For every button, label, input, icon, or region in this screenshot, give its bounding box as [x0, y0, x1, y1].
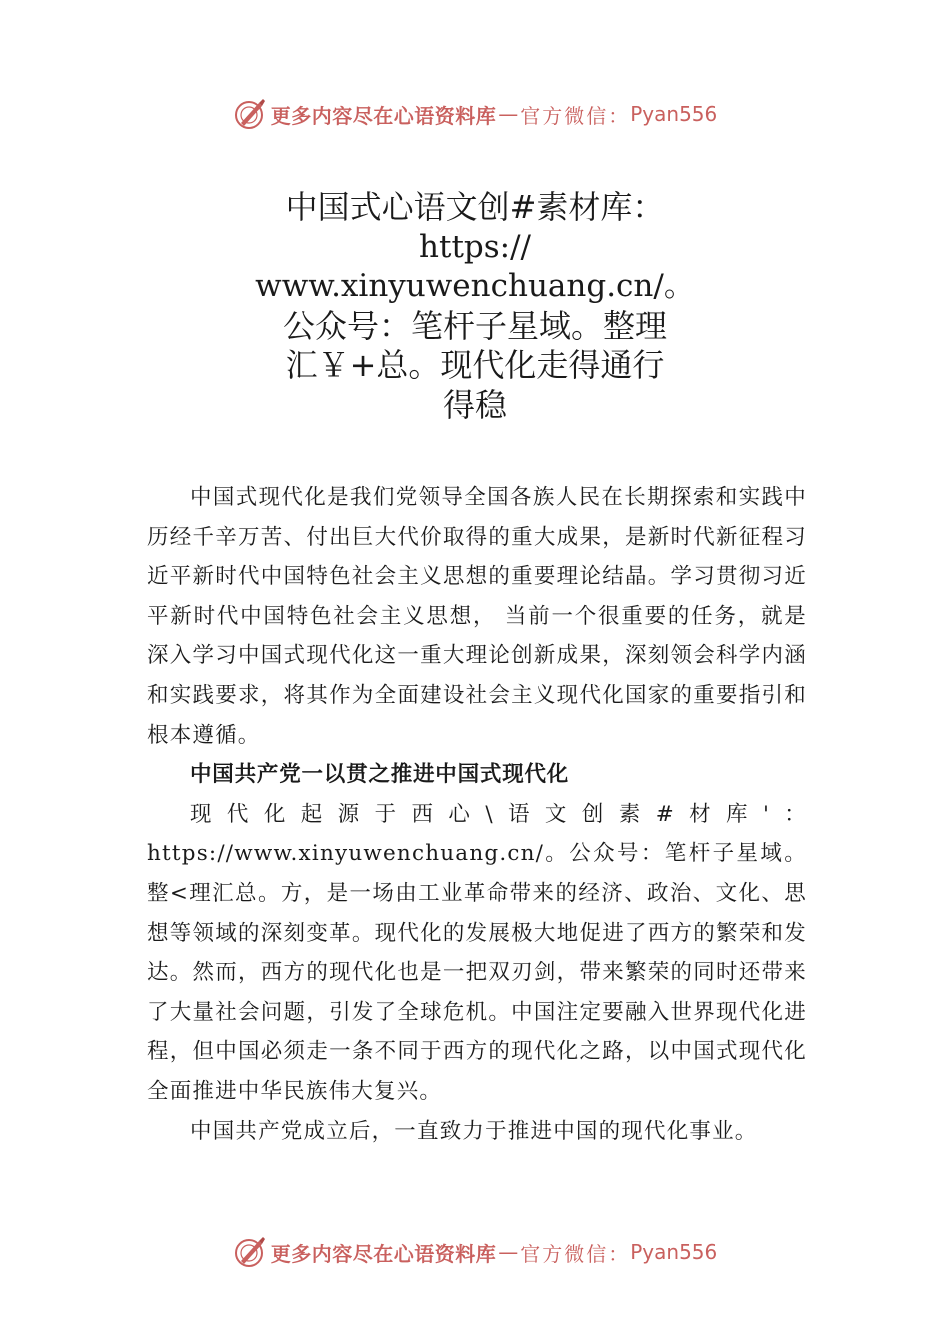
- header-banner: [0, 92, 950, 136]
- title-line: https://: [419, 228, 531, 265]
- footer-banner: [0, 1230, 950, 1274]
- document-title: [175, 188, 775, 425]
- banner-text: 更多内容尽在心语资料库: [270, 103, 497, 128]
- banner-dash: —: [498, 1240, 519, 1264]
- pen-logo-icon: [233, 97, 267, 131]
- document-body: [147, 478, 807, 1151]
- section-heading: 中国共产党一以贯之推进中国式现代化: [190, 762, 570, 788]
- banner-wechat-id: Pyan556: [630, 1240, 718, 1264]
- body-paragraph: 中国式现代化是我们党领导全国各族人民在长期探索和实践中历经千辛万苦、付出巨大代价取得的重大成果，是新时代新征程习近平新时代中国特色社会主义思想的重要理论结晶。学习贯彻习近平新时代中国特色社会主义思想， 当前一个很重要的任务，就是深入学习中国式现代化这一重大理论创新成果，深刻领会科学内涵和实践要求，将其作为全面建设社会主义现代化国家的重要指引和根本遵循。: [147, 485, 807, 748]
- banner-wechat-label: 官方微信：: [520, 103, 631, 128]
- title-line: 中国式心语文创#素材库：: [285, 188, 665, 226]
- banner-wechat-id: Pyan556: [630, 102, 718, 126]
- title-line: 得稳: [442, 385, 507, 424]
- title-line: www.xinyuwenchuang.cn/。: [255, 268, 695, 304]
- pen-logo-icon: [233, 1235, 267, 1269]
- body-paragraph: 现代化起源于西心\语文创素#材库'：https://www.xinyuwenchuang.cn/。公众号：笔杆子星域。整<理汇总。方，是一场由工业革命带来的经济、政治、文化、思想等领域的深刻变革。现代化的发展极大地促进了西方的繁荣和发达。然而，西方的现代化也是一把双刃剑，带来繁荣的同时还带来了大量社会问题，引发了全球危机。中国注定要融入世界现代化进程，但中国必须走一条不同于西方的现代化之路，以中国式现代化全面推进中华民族伟大复兴。: [147, 801, 807, 1104]
- title-line: 公众号：笔杆子星域。整理: [282, 306, 667, 345]
- banner-text: 更多内容尽在心语资料库: [270, 1241, 497, 1266]
- banner-wechat-label: 官方微信：: [520, 1241, 631, 1266]
- title-line: 汇￥+总。现代化走得通行: [285, 346, 665, 384]
- body-paragraph: 中国共产党成立后，一直致力于推进中国的现代化事业。: [190, 1118, 758, 1144]
- banner-dash: —: [498, 102, 519, 126]
